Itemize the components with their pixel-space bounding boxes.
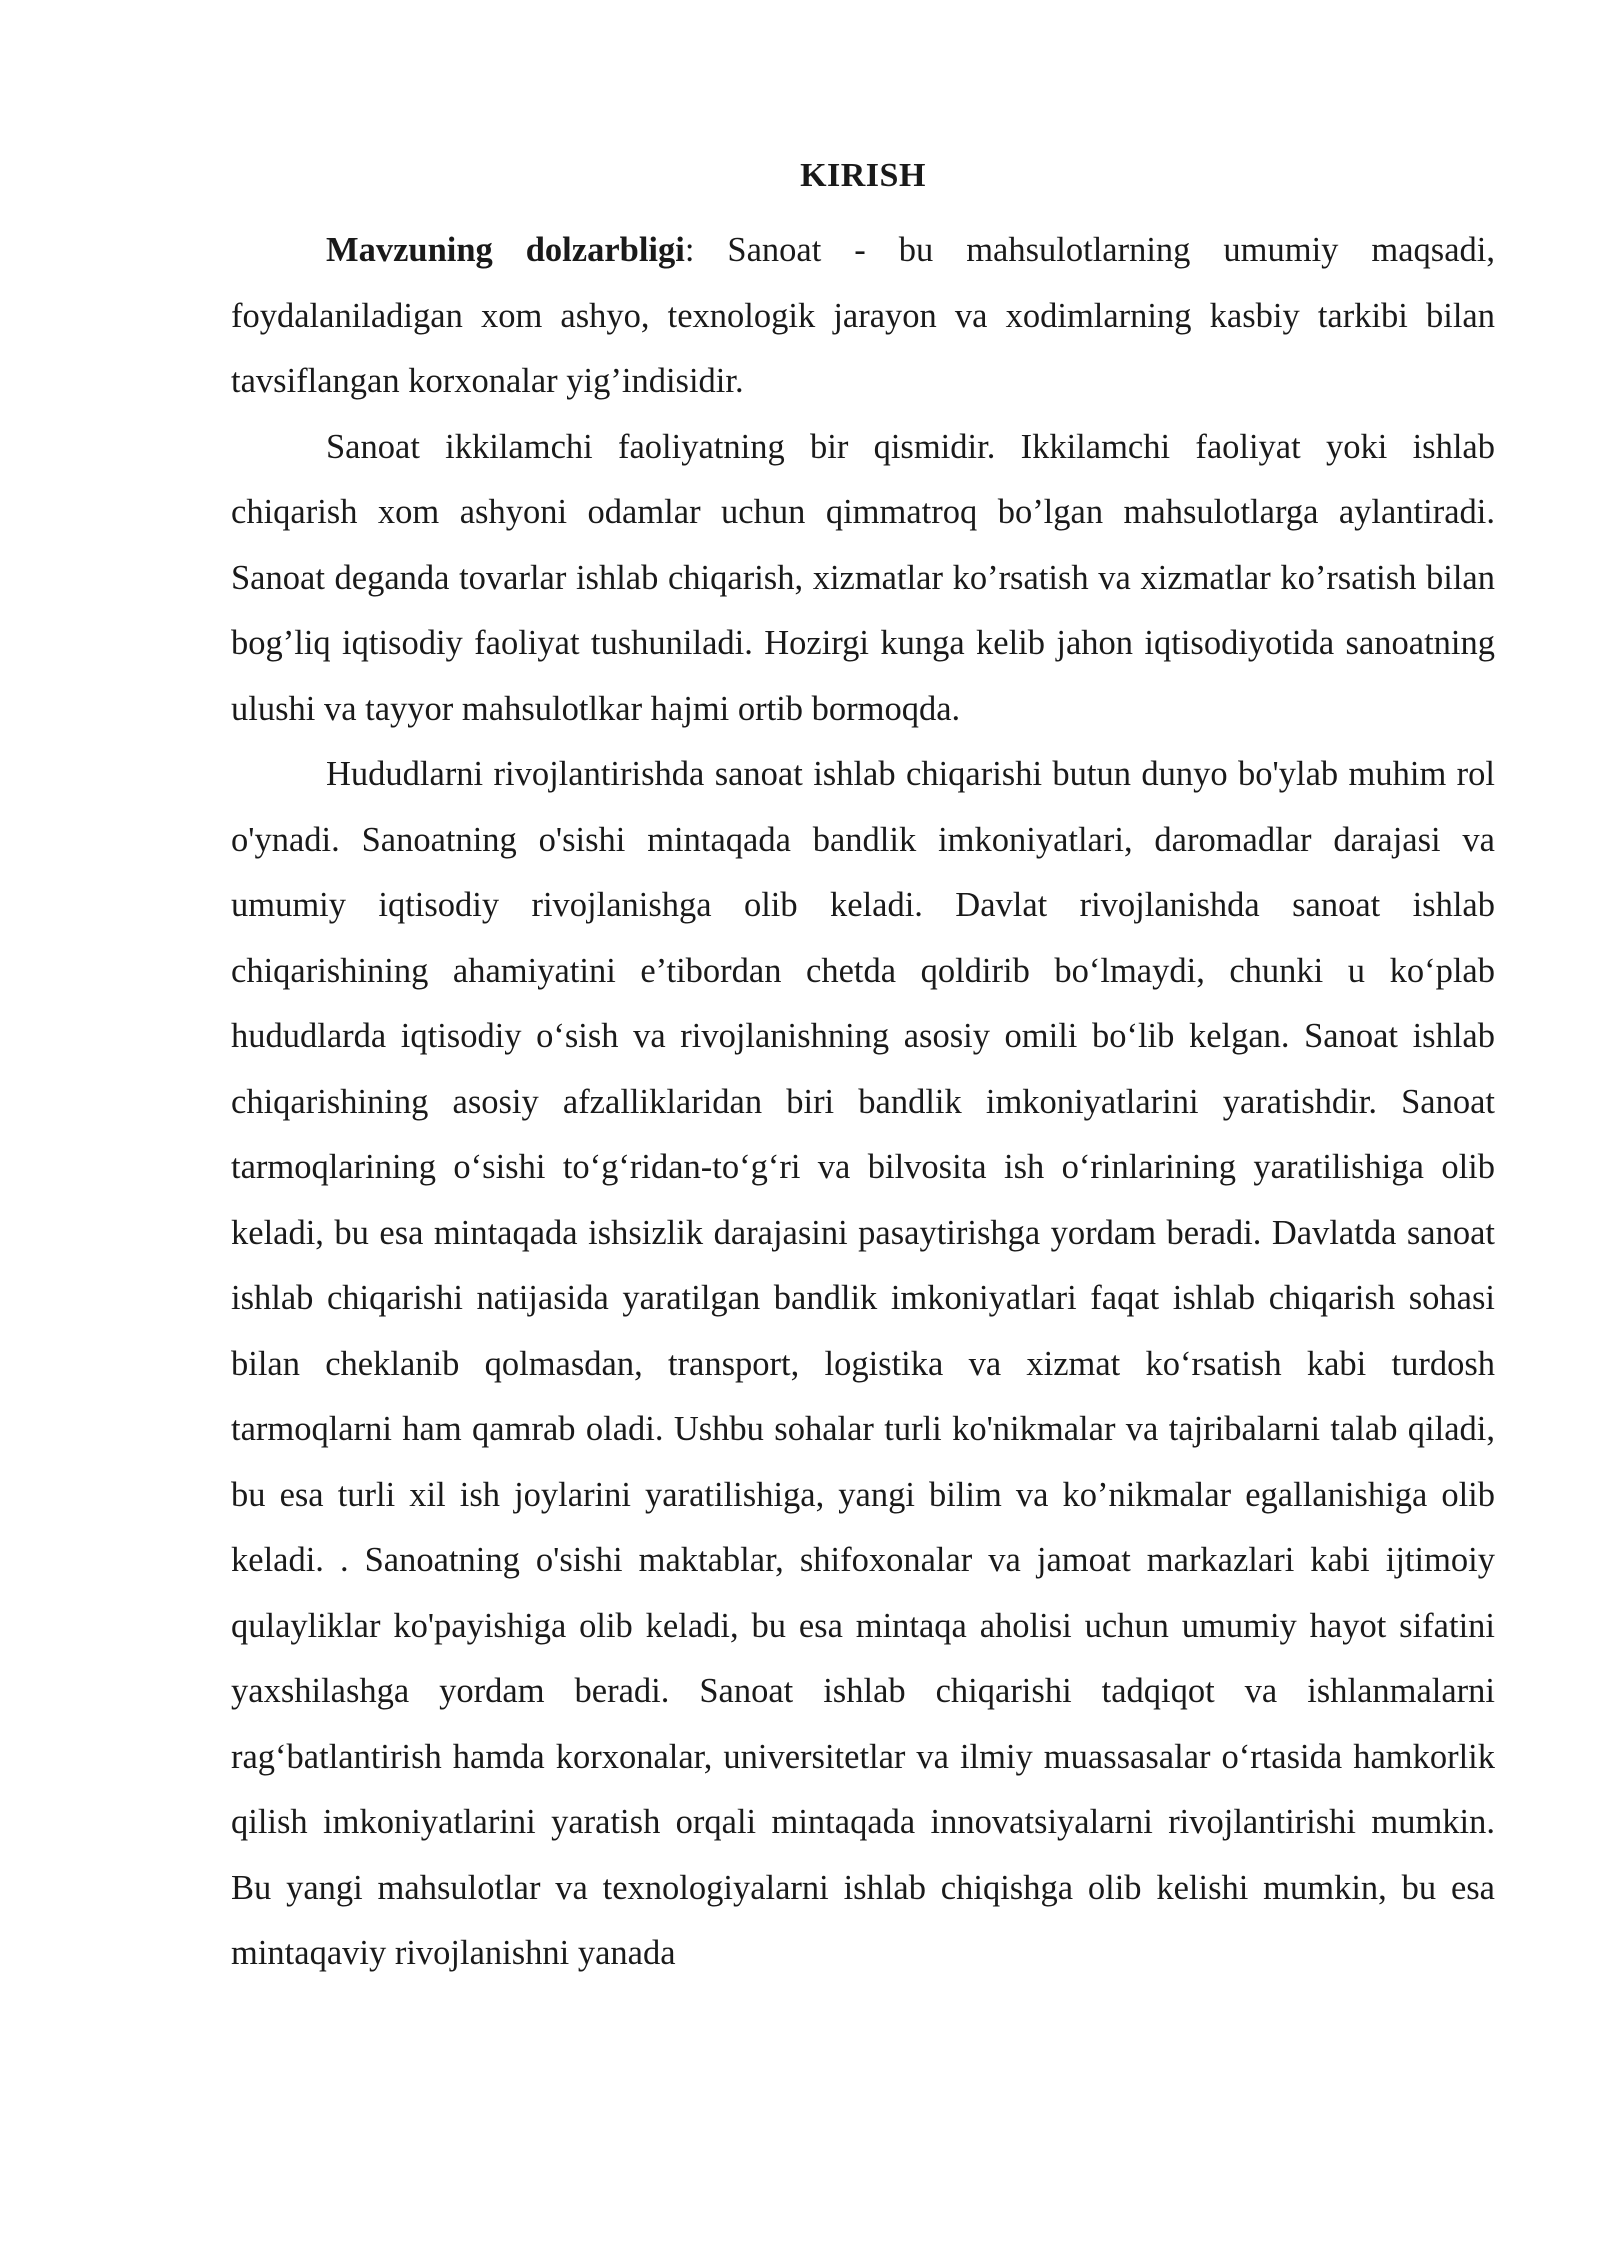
paragraph-regions <box>231 742 1495 1987</box>
paragraph-lead: Mavzuning dolzarbligi <box>326 231 685 269</box>
paragraph-text: Sanoat ikkilamchi faoliyatning bir qismidir. Ikkilamchi faoliyat yoki ishlab chiqarish xom ashyoni odamlar uchun qimmatroq bo’lgan mahsulotlarga aylantiradi. Sanoat deganda tovarlar ishlab chiqarish, xizmatlar ko’rsatish va xizmatlar ko’rsatish bilan bog’liq iqtisodiy faoliyat tushuniladi. Hozirgi kunga kelib jahon iqtisodiyotida sanoatning ulushi va tayyor mahsulotlkar hajmi ortib bormoqda. <box>231 427 1495 728</box>
paragraph-text: Hududlarni rivojlantirishda sanoat ishlab chiqarishi butun dunyo bo'ylab muhim rol o'ynadi. Sanoatning o'sishi mintaqada bandlik imkoniyatlari, daromadlar darajasi va umumiy iqtisodiy rivojlanishga olib keladi. Davlat rivojlanishda sanoat ishlab chiqarishining ahamiyatini e’tibordan chetda qoldirib bo‘lmaydi, chunki u ko‘plab hududlarda iqtisodiy o‘sish va rivojlanishning asosiy omili bo‘lib kelgan. Sanoat ishlab chiqarishining asosiy afzalliklaridan biri bandlik imkoniyatlarini yaratishdir. Sanoat tarmoqlarining o‘sishi to‘g‘ridan-to‘g‘ri va bilvosita ish o‘rinlarining yaratilishiga olib keladi, bu esa mintaqada ishsizlik darajasini pasaytirishga yordam beradi. Davlatda sanoat ishlab chiqarishi natijasida yaratilgan bandlik imkoniyatlari faqat ishlab chiqarish sohasi bilan cheklanib qolmasdan, transport, logistika va xizmat ko‘rsatish kabi turdosh tarmoqlarni ham qamrab oladi. Ushbu sohalar turli ko'nikmalar va tajribalarni talab qiladi, bu esa turli xil ish joylarini yaratilishiga, yangi bilim va ko’nikmalar egallanishiga olib keladi. . Sanoatning o'sishi maktablar, shifoxonalar va jamoat markazlari kabi ijtimoiy qulayliklar ko'payishiga olib keladi, bu esa mintaqa aholisi uchun umumiy hayot sifatini yaxshilashga yordam beradi. Sanoat ishlab chiqarishi tadqiqot va ishlanmalarni rag‘batlantirish hamda korxonalar, universitetlar va ilmiy muassasalar o‘rtasida hamkorlik qilish imkoniyatlarini yaratish orqali mintaqada innovatsiyalarni rivojlantirishi mumkin. Bu yangi mahsulotlar va texnologiyalarni ishlab chiqishga olib kelishi mumkin, bu esa mintaqaviy rivojlanishni yanada <box>231 755 1495 1972</box>
paragraph-relevance <box>231 218 1495 415</box>
paragraph-text: : Sanoat - bu mahsulotlarning umumiy maqsadi, foydalaniladigan xom ashyo, texnologik jarayon va xodimlarning kasbiy tarkibi bilan tavsiflangan korxonalar yig’indisidir. <box>231 231 1495 400</box>
paragraph-industry <box>231 415 1495 743</box>
page-title: KIRISH <box>800 157 926 194</box>
document-page <box>231 150 1495 1987</box>
